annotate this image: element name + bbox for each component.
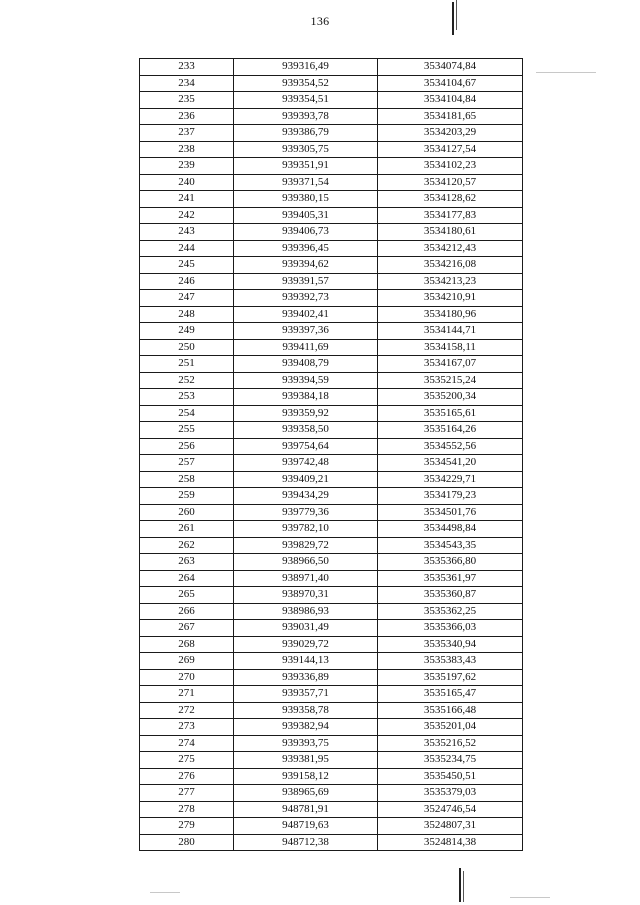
y-coordinate-cell: 3534552,56 (378, 438, 523, 455)
x-coordinate-cell: 939393,75 (234, 735, 378, 752)
x-coordinate-cell: 938966,50 (234, 554, 378, 571)
scan-binding-mark-top (452, 2, 454, 35)
point-number-cell: 242 (140, 207, 234, 224)
point-number-cell: 256 (140, 438, 234, 455)
scan-binding-mark-top-thin (456, 0, 457, 30)
x-coordinate-cell: 939381,95 (234, 752, 378, 769)
y-coordinate-cell: 3534104,84 (378, 92, 523, 109)
table-row (140, 752, 523, 769)
y-coordinate-cell: 3534128,62 (378, 191, 523, 208)
x-coordinate-cell: 939380,15 (234, 191, 378, 208)
table-row (140, 158, 523, 175)
x-coordinate-cell: 939359,92 (234, 405, 378, 422)
y-coordinate-cell: 3534127,54 (378, 141, 523, 158)
point-number-cell: 248 (140, 306, 234, 323)
x-coordinate-cell: 939305,75 (234, 141, 378, 158)
y-coordinate-cell: 3534213,23 (378, 273, 523, 290)
table-row (140, 620, 523, 637)
x-coordinate-cell: 939386,79 (234, 125, 378, 142)
table-row (140, 504, 523, 521)
x-coordinate-cell: 939336,89 (234, 669, 378, 686)
table-row (140, 702, 523, 719)
x-coordinate-cell: 939411,69 (234, 339, 378, 356)
point-number-cell: 240 (140, 174, 234, 191)
y-coordinate-cell: 3534543,35 (378, 537, 523, 554)
x-coordinate-cell: 939402,41 (234, 306, 378, 323)
point-number-cell: 238 (140, 141, 234, 158)
page-number: 136 (310, 14, 330, 28)
point-number-cell: 271 (140, 686, 234, 703)
point-number-cell: 263 (140, 554, 234, 571)
y-coordinate-cell: 3535200,34 (378, 389, 523, 406)
point-number-cell: 266 (140, 603, 234, 620)
point-number-cell: 276 (140, 768, 234, 785)
x-coordinate-cell: 938971,40 (234, 570, 378, 587)
x-coordinate-cell: 939391,57 (234, 273, 378, 290)
x-coordinate-cell: 948781,91 (234, 801, 378, 818)
x-coordinate-cell: 939029,72 (234, 636, 378, 653)
table-row (140, 389, 523, 406)
y-coordinate-cell: 3535366,80 (378, 554, 523, 571)
x-coordinate-cell: 939742,48 (234, 455, 378, 472)
table-row (140, 438, 523, 455)
table-row (140, 224, 523, 241)
table-row (140, 719, 523, 736)
x-coordinate-cell: 939371,54 (234, 174, 378, 191)
y-coordinate-cell: 3524807,31 (378, 818, 523, 835)
point-number-cell: 237 (140, 125, 234, 142)
table-row (140, 125, 523, 142)
table-row (140, 59, 523, 76)
y-coordinate-cell: 3534212,43 (378, 240, 523, 257)
y-coordinate-cell: 3535360,87 (378, 587, 523, 604)
y-coordinate-cell: 3534203,29 (378, 125, 523, 142)
table-row (140, 422, 523, 439)
point-number-cell: 273 (140, 719, 234, 736)
x-coordinate-cell: 939358,78 (234, 702, 378, 719)
x-coordinate-cell: 939829,72 (234, 537, 378, 554)
y-coordinate-cell: 3534104,67 (378, 75, 523, 92)
y-coordinate-cell: 3534102,23 (378, 158, 523, 175)
y-coordinate-cell: 3534181,65 (378, 108, 523, 125)
y-coordinate-cell: 3534180,61 (378, 224, 523, 241)
y-coordinate-cell: 3534177,83 (378, 207, 523, 224)
point-number-cell: 269 (140, 653, 234, 670)
scan-speck (536, 72, 596, 73)
table-row (140, 554, 523, 571)
table-row (140, 636, 523, 653)
y-coordinate-cell: 3534179,23 (378, 488, 523, 505)
y-coordinate-cell: 3535383,43 (378, 653, 523, 670)
coordinates-table (139, 58, 523, 851)
y-coordinate-cell: 3524746,54 (378, 801, 523, 818)
x-coordinate-cell: 939382,94 (234, 719, 378, 736)
x-coordinate-cell: 939434,29 (234, 488, 378, 505)
point-number-cell: 261 (140, 521, 234, 538)
table-row (140, 768, 523, 785)
y-coordinate-cell: 3535165,61 (378, 405, 523, 422)
y-coordinate-cell: 3524814,38 (378, 834, 523, 851)
y-coordinate-cell: 3534541,20 (378, 455, 523, 472)
x-coordinate-cell: 939031,49 (234, 620, 378, 637)
point-number-cell: 270 (140, 669, 234, 686)
x-coordinate-cell: 939406,73 (234, 224, 378, 241)
table-row (140, 290, 523, 307)
point-number-cell: 272 (140, 702, 234, 719)
x-coordinate-cell: 938965,69 (234, 785, 378, 802)
table-row (140, 92, 523, 109)
table-row (140, 686, 523, 703)
table-row (140, 488, 523, 505)
x-coordinate-cell: 939354,52 (234, 75, 378, 92)
table-row (140, 191, 523, 208)
point-number-cell: 274 (140, 735, 234, 752)
y-coordinate-cell: 3534501,76 (378, 504, 523, 521)
y-coordinate-cell: 3535379,03 (378, 785, 523, 802)
y-coordinate-cell: 3534180,96 (378, 306, 523, 323)
scan-speck (150, 892, 180, 893)
point-number-cell: 259 (140, 488, 234, 505)
table-row (140, 207, 523, 224)
y-coordinate-cell: 3535362,25 (378, 603, 523, 620)
x-coordinate-cell: 939384,18 (234, 389, 378, 406)
point-number-cell: 239 (140, 158, 234, 175)
y-coordinate-cell: 3534210,91 (378, 290, 523, 307)
point-number-cell: 277 (140, 785, 234, 802)
point-number-cell: 255 (140, 422, 234, 439)
y-coordinate-cell: 3534229,71 (378, 471, 523, 488)
y-coordinate-cell: 3535215,24 (378, 372, 523, 389)
x-coordinate-cell: 939405,31 (234, 207, 378, 224)
y-coordinate-cell: 3534120,57 (378, 174, 523, 191)
y-coordinate-cell: 3535340,94 (378, 636, 523, 653)
y-coordinate-cell: 3534498,84 (378, 521, 523, 538)
point-number-cell: 243 (140, 224, 234, 241)
table-row (140, 587, 523, 604)
x-coordinate-cell: 939158,12 (234, 768, 378, 785)
table-row (140, 273, 523, 290)
y-coordinate-cell: 3534216,08 (378, 257, 523, 274)
point-number-cell: 252 (140, 372, 234, 389)
x-coordinate-cell: 939354,51 (234, 92, 378, 109)
point-number-cell: 235 (140, 92, 234, 109)
x-coordinate-cell: 939351,91 (234, 158, 378, 175)
point-number-cell: 234 (140, 75, 234, 92)
table-row (140, 669, 523, 686)
point-number-cell: 251 (140, 356, 234, 373)
x-coordinate-cell: 939357,71 (234, 686, 378, 703)
point-number-cell: 275 (140, 752, 234, 769)
table-row (140, 603, 523, 620)
scan-binding-mark-bottom (459, 868, 461, 902)
y-coordinate-cell: 3535366,03 (378, 620, 523, 637)
x-coordinate-cell: 939394,59 (234, 372, 378, 389)
point-number-cell: 278 (140, 801, 234, 818)
table-row (140, 75, 523, 92)
x-coordinate-cell: 939779,36 (234, 504, 378, 521)
table-row (140, 257, 523, 274)
scan-speck (510, 897, 550, 898)
x-coordinate-cell: 939358,50 (234, 422, 378, 439)
table-row (140, 653, 523, 670)
point-number-cell: 268 (140, 636, 234, 653)
point-number-cell: 265 (140, 587, 234, 604)
table-row (140, 339, 523, 356)
table-row (140, 356, 523, 373)
x-coordinate-cell: 938986,93 (234, 603, 378, 620)
point-number-cell: 250 (140, 339, 234, 356)
y-coordinate-cell: 3535197,62 (378, 669, 523, 686)
point-number-cell: 264 (140, 570, 234, 587)
x-coordinate-cell: 939754,64 (234, 438, 378, 455)
point-number-cell: 279 (140, 818, 234, 835)
point-number-cell: 260 (140, 504, 234, 521)
table-row (140, 834, 523, 851)
point-number-cell: 280 (140, 834, 234, 851)
point-number-cell: 233 (140, 59, 234, 76)
table-row (140, 240, 523, 257)
x-coordinate-cell: 939392,73 (234, 290, 378, 307)
point-number-cell: 254 (140, 405, 234, 422)
y-coordinate-cell: 3535165,47 (378, 686, 523, 703)
point-number-cell: 247 (140, 290, 234, 307)
point-number-cell: 249 (140, 323, 234, 340)
point-number-cell: 267 (140, 620, 234, 637)
y-coordinate-cell: 3535164,26 (378, 422, 523, 439)
x-coordinate-cell: 939396,45 (234, 240, 378, 257)
y-coordinate-cell: 3535361,97 (378, 570, 523, 587)
table-row (140, 174, 523, 191)
table-row (140, 818, 523, 835)
point-number-cell: 253 (140, 389, 234, 406)
table-row (140, 471, 523, 488)
table-row (140, 455, 523, 472)
y-coordinate-cell: 3534167,07 (378, 356, 523, 373)
coordinates-table-body (140, 59, 523, 851)
x-coordinate-cell: 938970,31 (234, 587, 378, 604)
x-coordinate-cell: 948712,38 (234, 834, 378, 851)
table-row (140, 141, 523, 158)
y-coordinate-cell: 3535166,48 (378, 702, 523, 719)
x-coordinate-cell: 939782,10 (234, 521, 378, 538)
x-coordinate-cell: 948719,63 (234, 818, 378, 835)
table-row (140, 570, 523, 587)
table-row (140, 801, 523, 818)
table-row (140, 323, 523, 340)
table-row (140, 735, 523, 752)
table-row (140, 405, 523, 422)
point-number-cell: 262 (140, 537, 234, 554)
x-coordinate-cell: 939394,62 (234, 257, 378, 274)
x-coordinate-cell: 939393,78 (234, 108, 378, 125)
point-number-cell: 241 (140, 191, 234, 208)
table-row (140, 372, 523, 389)
y-coordinate-cell: 3535234,75 (378, 752, 523, 769)
point-number-cell: 258 (140, 471, 234, 488)
y-coordinate-cell: 3534158,11 (378, 339, 523, 356)
x-coordinate-cell: 939409,21 (234, 471, 378, 488)
point-number-cell: 244 (140, 240, 234, 257)
y-coordinate-cell: 3535201,04 (378, 719, 523, 736)
point-number-cell: 245 (140, 257, 234, 274)
point-number-cell: 246 (140, 273, 234, 290)
scan-binding-mark-bottom-thin (463, 871, 464, 902)
y-coordinate-cell: 3535216,52 (378, 735, 523, 752)
table-row (140, 537, 523, 554)
x-coordinate-cell: 939144,13 (234, 653, 378, 670)
x-coordinate-cell: 939397,36 (234, 323, 378, 340)
table-row (140, 521, 523, 538)
point-number-cell: 236 (140, 108, 234, 125)
y-coordinate-cell: 3535450,51 (378, 768, 523, 785)
table-row (140, 108, 523, 125)
x-coordinate-cell: 939316,49 (234, 59, 378, 76)
table-row (140, 306, 523, 323)
x-coordinate-cell: 939408,79 (234, 356, 378, 373)
point-number-cell: 257 (140, 455, 234, 472)
y-coordinate-cell: 3534144,71 (378, 323, 523, 340)
table-row (140, 785, 523, 802)
y-coordinate-cell: 3534074,84 (378, 59, 523, 76)
